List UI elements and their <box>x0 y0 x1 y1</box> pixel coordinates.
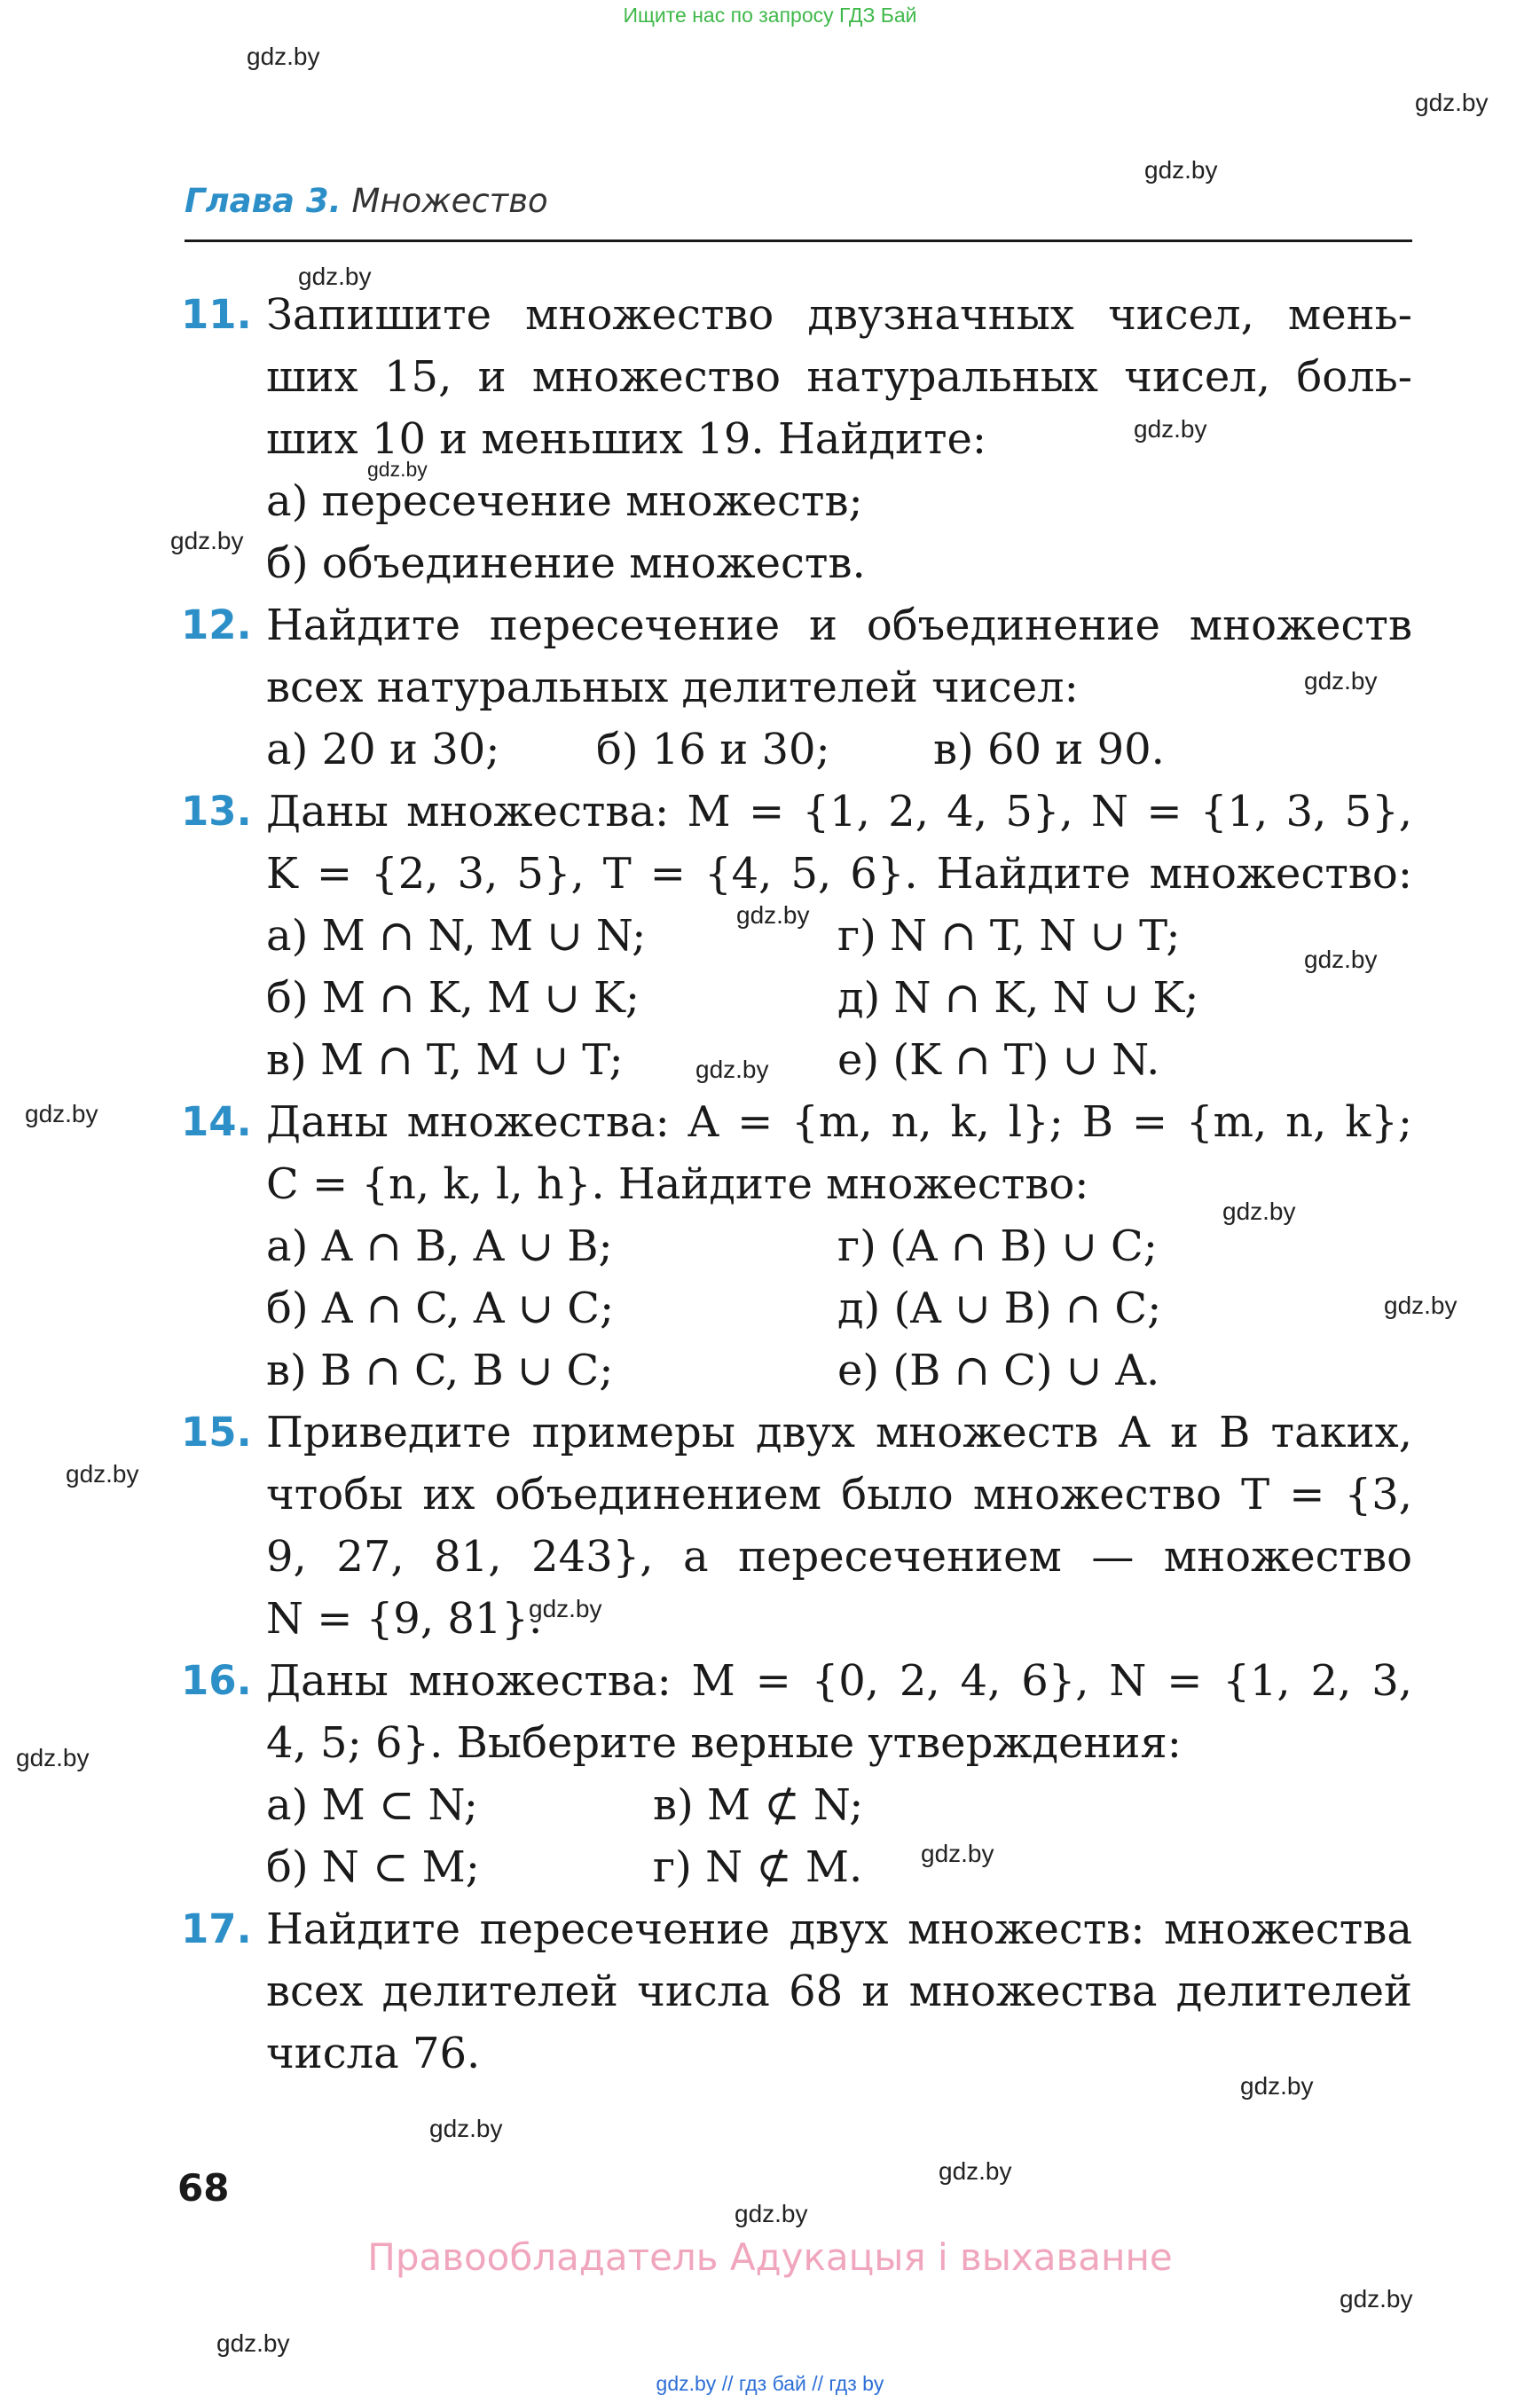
watermark: gdz.by <box>1415 89 1489 116</box>
watermark: gdz.by <box>367 458 428 481</box>
exercise-text: 9, 27, 81, 243}, а пересечением — множество <box>266 1532 1412 1582</box>
exercise-text: Приведите примеры двух множеств A и B таких, <box>266 1408 1412 1457</box>
exercise-text: Даны множества: M = {0, 2, 4, 6}, N = {1, 2, 3, <box>266 1656 1412 1706</box>
exercise-item: в) M ⊄ N; <box>653 1780 864 1830</box>
exercise-number: 15. <box>181 1409 252 1456</box>
watermark: gdz.by <box>529 1595 602 1622</box>
exercise-item: б) 16 и 30; <box>596 725 830 774</box>
exercise-number: 12. <box>181 601 252 648</box>
chapter-number: Глава 3. <box>185 182 342 220</box>
exercise-item: д) (A ∪ B) ∩ C; <box>837 1284 1162 1333</box>
exercise-item: г) N ⊄ M. <box>653 1842 863 1892</box>
exercise-item: а) A ∩ B, A ∪ B; <box>266 1221 613 1271</box>
exercise-number: 17. <box>181 1905 252 1952</box>
exercise-text: Даны множества: M = {1, 2, 4, 5}, N = {1, 3, 5}, <box>266 787 1412 836</box>
exercise-item: г) (A ∩ B) ∪ C; <box>837 1221 1158 1271</box>
exercise-text: всех натуральных делителей чисел: <box>266 663 1079 712</box>
exercise-item: г) N ∩ T, N ∪ T; <box>837 911 1181 961</box>
watermark: gdz.by <box>25 1100 98 1127</box>
exercise-text: всех делителей числа 68 и множества делителей <box>266 1967 1412 2016</box>
watermark: gdz.by <box>247 43 320 70</box>
chapter-header <box>185 182 548 220</box>
exercise-item: б) объединение множеств. <box>266 538 866 588</box>
watermark: gdz.by <box>66 1460 139 1488</box>
watermark: gdz.by <box>16 1744 90 1771</box>
exercise-text: числа 76. <box>266 2029 481 2078</box>
exercise-text: Даны множества: A = {m, n, k, l}; B = {m, n, k}; <box>266 1097 1412 1147</box>
exercise-item: е) (K ∩ T) ∪ N. <box>837 1035 1160 1085</box>
watermark: gdz.by <box>216 2329 290 2357</box>
exercise-text: Найдите пересечение двух множеств: множества <box>266 1904 1412 1954</box>
exercise-text: чтобы их объединением было множество T = {3, <box>266 1470 1412 1520</box>
watermark: gdz.by <box>1134 415 1207 443</box>
exercise-item: а) 20 и 30; <box>266 725 500 774</box>
watermark: gdz.by <box>1240 2072 1314 2100</box>
watermark: gdz.by <box>429 2115 503 2142</box>
page-number: 68 <box>177 2166 230 2210</box>
exercise-item: а) M ⊂ N; <box>266 1780 478 1830</box>
exercise-number: 14. <box>181 1098 252 1145</box>
exercise-text: 4, 5; 6}. Выберите верные утверждения: <box>266 1718 1182 1768</box>
watermark: gdz.by <box>170 527 244 554</box>
exercise-item: д) N ∩ K, N ∪ K; <box>837 973 1199 1023</box>
watermark: gdz.by <box>939 2157 1012 2185</box>
watermark: gdz.by <box>298 263 372 290</box>
search-banner: Ищите нас по запросу ГДЗ Бай <box>623 4 917 27</box>
exercise-number: 11. <box>181 291 252 338</box>
exercise-text: N = {9, 81}. <box>266 1594 543 1644</box>
exercise-item: б) N ⊂ M; <box>266 1842 480 1892</box>
exercise-number: 16. <box>181 1657 252 1704</box>
exercise-text: Запишите множество двузначных чисел, мень- <box>266 290 1412 340</box>
exercise-item: в) M ∩ T, M ∪ T; <box>266 1035 624 1085</box>
exercise-item: а) пересечение множеств; <box>266 476 863 526</box>
watermark: gdz.by <box>1304 667 1378 695</box>
exercise-text: ших 15, и множество натуральных чисел, боль- <box>266 352 1412 402</box>
exercise-text: C = {n, k, l, h}. Найдите множество: <box>266 1159 1089 1209</box>
exercise-text: Найдите пересечение и объединение множеств <box>266 601 1412 650</box>
watermark: gdz.by <box>735 2200 808 2227</box>
watermark: gdz.by <box>695 1056 769 1083</box>
exercise-item: б) M ∩ K, M ∪ K; <box>266 973 640 1023</box>
footer-links[interactable]: gdz.by // гдз бай // гдз by <box>656 2372 884 2395</box>
watermark: gdz.by <box>921 1840 994 1867</box>
exercise-text: ших 10 и меньших 19. Найдите: <box>266 414 987 464</box>
watermark: gdz.by <box>1144 156 1218 184</box>
chapter-title: Множество <box>341 182 548 220</box>
watermark: gdz.by <box>1340 2285 1413 2313</box>
exercise-item: в) 60 и 90. <box>933 725 1165 774</box>
watermark: gdz.by <box>1304 946 1378 973</box>
watermark: gdz.by <box>1222 1198 1296 1225</box>
header-divider <box>185 240 1412 242</box>
exercise-item: б) A ∩ C, A ∪ C; <box>266 1284 615 1333</box>
watermark: gdz.by <box>1384 1292 1458 1319</box>
exercise-item: в) B ∩ C, B ∪ C; <box>266 1346 614 1395</box>
exercise-number: 13. <box>181 788 252 835</box>
exercise-item: а) M ∩ N, M ∪ N; <box>266 911 647 961</box>
watermark: gdz.by <box>736 901 810 929</box>
copyright-notice: Правообладатель Адукацыя і выхаванне <box>367 2235 1173 2279</box>
exercise-item: е) (B ∩ C) ∪ A. <box>837 1346 1160 1395</box>
exercise-text: K = {2, 3, 5}, T = {4, 5, 6}. Найдите множество: <box>266 849 1412 899</box>
